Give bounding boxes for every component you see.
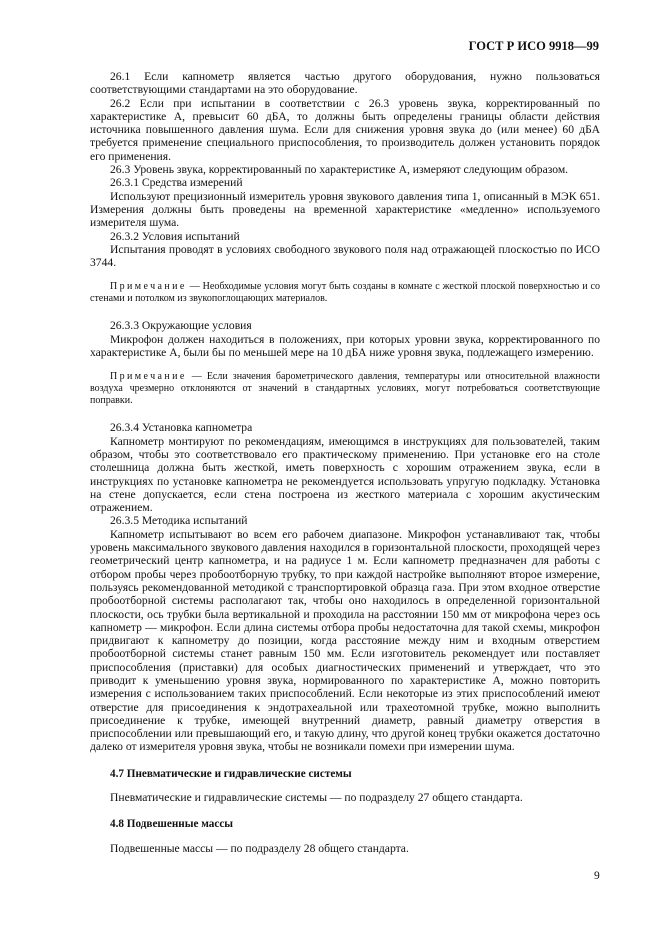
clause-26-2: 26.2 Если при испытании в соответствии с 26.3 уровень звука, корректированный по характеристике А, превысит 60 дБА, то должны быть определены границы области действия источника повышенного давления шума. Если для снижения уровня звука до (или менее) 60 дБА требуется применение специального приспособления, то производитель должен установить порядок его применения. [90,96,600,163]
clause-26-3-3-text: Микрофон должен находиться в положениях, при которых уровни звука, корректированного по характеристике А, были бы по меньшей мере на 10 дБА ниже уровня звука, подлежащего измерению. [90,332,600,360]
clause-26-1: 26.1 Если капнометр является частью другого оборудования, нужно пользоваться соответствующими стандартами на это оборудование. [90,70,600,97]
section-4-8-title: 4.8 Подвешенные массы [110,818,234,831]
page-number: 9 [594,870,600,882]
clause-26-3-3-title: 26.3.3 Окружающие условия [110,319,252,333]
clause-26-3-1-title: 26.3.1 Средства измерений [110,176,243,190]
clause-26-3: 26.3 Уровень звука, корректированный по характеристике А, измеряют следующим образом. [110,163,569,177]
clause-26-3-4-title: 26.3.4 Установка капнометра [110,421,253,435]
document-header: ГОСТ Р ИСО 9918—99 [468,39,599,53]
note-label: Примечание [110,281,187,293]
note-label: Примечание [110,371,187,383]
document-body [90,70,600,855]
section-4-7-title: 4.7 Пневматические и гидравлические системы [110,767,352,780]
section-4-8-text: Подвешенные массы — по подразделу 28 общего стандарта. [110,841,409,855]
note-2 [90,371,600,407]
section-4-7-text: Пневматические и гидравлические системы — по подразделу 27 общего стандарта. [110,791,523,805]
clause-26-3-1-text: Используют прецизионный измеритель уровня звукового давления типа 1, описанный в МЭК 651. Измерения должны быть проведены на временной характеристике «медленно» используемого измерителя шума. [90,189,600,230]
note-text: — Необходимые условия могут быть созданы в комнате с жесткой плоской поверхностью и со стенами и потолком из звукопоглощающих материалов. [90,281,600,305]
clause-26-3-5-title: 26.3.5 Методика испытаний [110,514,248,528]
clause-26-3-5-text: Капнометр испытывают во всем его рабочем диапазоне. Микрофон устанавливают так, чтобы уровень максимального звукового давления находился в горизонтальной плоскости, проходящей через геометрический центр капнометра, и на радиусе 1 м. Если капнометр предназначен для работы с отбором пробы через пробоотборную трубку, то при каждой настройке выполняют второе измерение, пользуясь рекомендованной методикой с транспортировкой образца газа. При этом входное отверстие пробоотборной системы располагают так, чтобы оно находилось в определенной горизонтальной плоскости, ось трубки была вертикальной и проходила на расстоянии 150 мм от микрофона через ось капнометр — микрофон. Если длина системы отбора пробы недостаточна для такой схемы, микрофон придвигают к капнометру до позиции, когда расстояние между ним и входным отверстием пробоотборной системы станет равным 150 мм. Если изготовитель рекомендует или поставляет приспособления (приставки) для особых диагностических применений и утверждает, что это приводит к уменьшению уровня звука, нормированного по характеристике А, можно повторить измерения с использованием таких приспособлений. Если некоторые из этих приспособлений имеют отверстие для присоединения к эндотрахеальной или трахеотомной трубке, можно выполнить присоединение к трубке, имеющей внутренний диаметр, равный диаметру отверстия в приспособлении или превышающий его, и такую длину, что другой конец трубки окажется достаточно далеко от измерителя уровня звука, чтобы не возникали помехи при измерении шума. [90,527,600,754]
note-1 [90,281,600,305]
clause-26-3-4-text: Капнометр монтируют по рекомендациям, имеющимся в инструкциях для пользователей, таким образом, чтобы это соответствовало его практическому применению. При установке его на столе столешница должна быть жесткой, иметь поверхность с хорошим отражением звука, если в инструкциях по установке капнометра не рекомендуется использовать упругую подкладку. Установка на стене допускается, если стена построена из жесткого материала с хорошим акустическим отражением. [90,434,600,515]
note-text: — Если значения барометрического давления, температуры или относительной влажности воздуха чрезмерно отклоняются от значений в стандартных условиях, могут потребоваться соответствующие поправки. [90,371,600,407]
clause-26-3-2-text: Испытания проводят в условиях свободного звукового поля над отражающей плоскостью по ИСО 3744. [90,242,600,270]
clause-26-3-2-title: 26.3.2 Условия испытаний [110,229,240,243]
